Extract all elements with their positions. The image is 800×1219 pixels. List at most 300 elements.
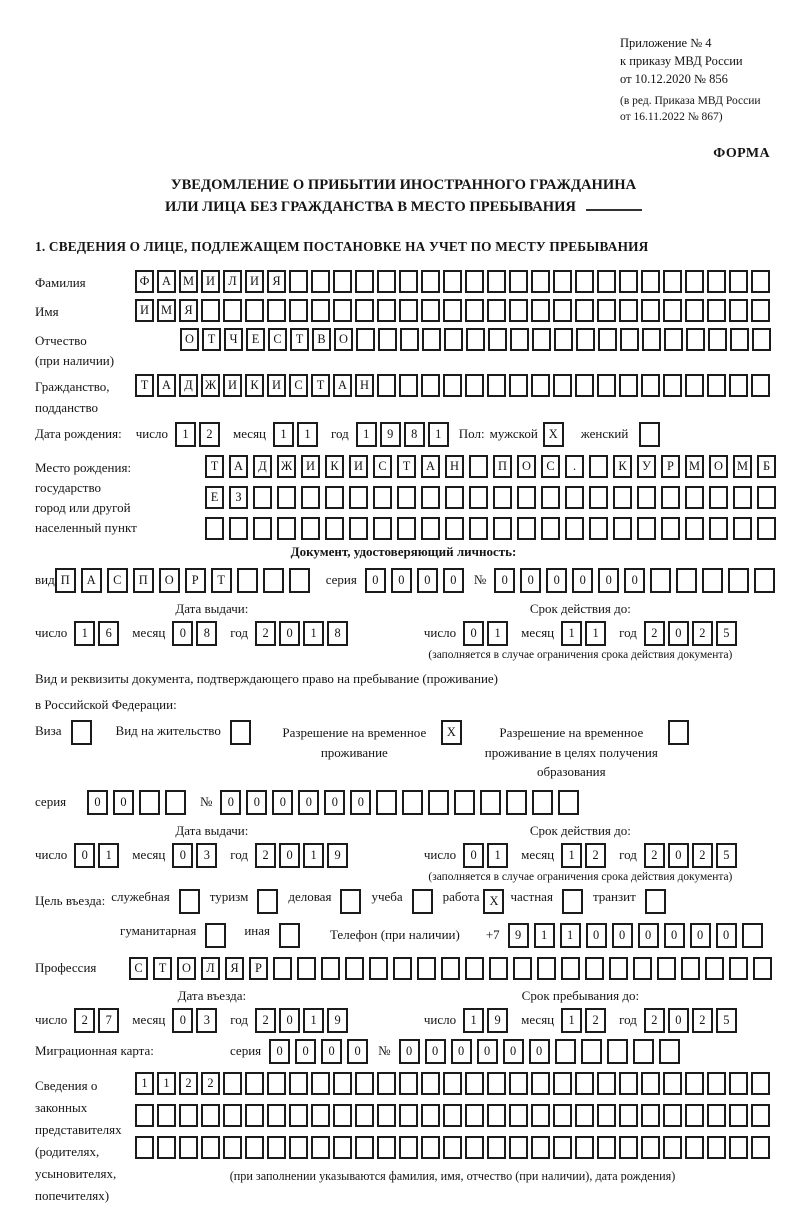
header-reference (620, 34, 772, 88)
char-box (705, 957, 724, 980)
birthplace-boxes-row3 (205, 517, 776, 540)
valid-month-boxes (561, 621, 606, 646)
char-box (575, 299, 594, 322)
migration-card-row (35, 1039, 772, 1064)
char-box (289, 1072, 308, 1095)
char-box (245, 1104, 264, 1127)
char-box (377, 270, 396, 293)
permit-valid-heading: Срок действия до: (529, 822, 631, 838)
purpose-label: Цель въезда: (35, 893, 106, 909)
phone-label: Телефон (при наличии) (329, 927, 460, 943)
section1-heading: 1. СВЕДЕНИЯ О ЛИЦЕ, ПОДЛЕЖАЩЕМ ПОСТАНОВКЕ НА УЧЕТ ПО МЕСТУ ПРЕБЫВАНИЯ (35, 238, 649, 254)
char-box: 2 (585, 1008, 606, 1033)
study-checkbox (412, 889, 433, 914)
char-box: 0 (664, 923, 685, 948)
migration-series-boxes (269, 1039, 368, 1064)
char-box (223, 1136, 242, 1159)
stay-until-heading: Срок пребывания до: (521, 987, 640, 1003)
char-box: 0 (716, 923, 737, 948)
phone-boxes (508, 923, 763, 948)
char-box (709, 486, 728, 509)
firstname-boxes (135, 299, 770, 322)
char-box: М (733, 455, 752, 478)
char-box (613, 517, 632, 540)
char-box (597, 270, 616, 293)
char-box (465, 299, 484, 322)
char-box (685, 1072, 704, 1095)
char-box (267, 299, 286, 322)
char-box (707, 1136, 726, 1159)
char-box: 9 (487, 1008, 508, 1033)
char-box: М (157, 299, 176, 322)
permit-series-boxes (87, 790, 186, 815)
char-box (469, 517, 488, 540)
char-box: 0 (172, 1008, 193, 1033)
char-box: Р (661, 455, 680, 478)
char-box (253, 517, 272, 540)
permit-issue-day-boxes (74, 843, 119, 868)
forma-label: ФОРМА (713, 145, 770, 161)
option-edu-permit: Разрешение на временное проживание в целях получения образования (484, 720, 689, 782)
char-box: 1 (74, 621, 95, 646)
char-box (205, 923, 226, 948)
char-box (753, 957, 772, 980)
valid-until-heading: Срок действия до: (529, 600, 631, 616)
char-box: 1 (561, 1008, 582, 1033)
char-box (465, 957, 484, 980)
char-box (676, 568, 697, 593)
permit-valid-month-boxes (561, 843, 606, 868)
sex-female-label: женский (580, 426, 629, 442)
char-box (489, 957, 508, 980)
char-box: 0 (298, 790, 319, 815)
char-box (733, 486, 752, 509)
char-box: X (543, 422, 564, 447)
char-box (641, 374, 660, 397)
char-box (685, 1104, 704, 1127)
char-box (417, 957, 436, 980)
permit-valid-year-boxes (644, 843, 737, 868)
char-box: Я (267, 270, 286, 293)
char-box (685, 270, 704, 293)
char-box: 0 (443, 568, 464, 593)
title-blank-line (586, 196, 642, 211)
char-box (686, 328, 705, 351)
char-box: О (180, 328, 199, 351)
option-visa: Виза (35, 720, 92, 745)
migration-number-boxes (399, 1039, 680, 1064)
char-box (355, 1104, 374, 1127)
char-box: И (135, 299, 154, 322)
char-box: X (441, 720, 462, 745)
entry-day-boxes (74, 1008, 119, 1033)
char-box (223, 1104, 242, 1127)
char-box (707, 299, 726, 322)
char-box (751, 1072, 770, 1095)
char-box (517, 486, 536, 509)
char-box (301, 486, 320, 509)
char-box: 8 (327, 621, 348, 646)
char-box (659, 1039, 680, 1064)
phone-prefix: +7 (485, 927, 500, 943)
header-ref-line: Приложение № 4 (620, 36, 712, 50)
birthplace-row (35, 455, 772, 540)
char-box (340, 889, 361, 914)
char-box: Т (202, 328, 221, 351)
business-trip-checkbox (179, 889, 200, 914)
char-box (633, 1039, 654, 1064)
firstname-label: Имя (35, 304, 59, 320)
char-box (581, 1039, 602, 1064)
char-box (707, 270, 726, 293)
char-box (345, 957, 364, 980)
char-box (465, 270, 484, 293)
char-box (325, 517, 344, 540)
char-box: 2 (692, 621, 713, 646)
char-box (565, 517, 584, 540)
citizenship-label: Гражданство, подданство (35, 379, 110, 415)
char-box (541, 517, 560, 540)
char-box (421, 1104, 440, 1127)
char-box: 2 (199, 422, 220, 447)
char-box (443, 270, 462, 293)
char-box (663, 374, 682, 397)
char-box: 3 (196, 1008, 217, 1033)
purpose-row2 (35, 923, 772, 948)
char-box: 0 (350, 790, 371, 815)
char-box: 5 (716, 621, 737, 646)
char-box (663, 1136, 682, 1159)
id-doc-heading: Документ, удостоверяющий личность: (290, 543, 517, 559)
id-doc-row (35, 568, 772, 593)
stay-month-boxes (561, 1008, 606, 1033)
char-box (428, 790, 449, 815)
char-box (619, 374, 638, 397)
char-box (165, 790, 186, 815)
char-box: 0 (529, 1039, 550, 1064)
char-box: 7 (98, 1008, 119, 1033)
permit-number-boxes (220, 790, 579, 815)
char-box (253, 486, 272, 509)
char-box (397, 486, 416, 509)
residence-intro-line1: Вид и реквизиты документа, подтверждающего право на пребывание (проживание) (35, 670, 499, 686)
private-checkbox (562, 889, 583, 914)
char-box (493, 517, 512, 540)
char-box: . (565, 455, 584, 478)
permit-valid-day-boxes (463, 843, 508, 868)
char-box (399, 1104, 418, 1127)
char-box (754, 568, 775, 593)
entry-year-boxes (255, 1008, 348, 1033)
char-box (663, 299, 682, 322)
char-box: 9 (327, 1008, 348, 1033)
char-box: Т (153, 957, 172, 980)
char-box: Ч (224, 328, 243, 351)
char-box (531, 270, 550, 293)
char-box: 6 (98, 621, 119, 646)
header-ref-line: к приказу МВД России (620, 54, 743, 69)
char-box (421, 486, 440, 509)
char-box: А (81, 568, 102, 593)
char-box: З (229, 486, 248, 509)
char-box: Ж (201, 374, 220, 397)
char-box (297, 957, 316, 980)
char-box (333, 270, 352, 293)
char-box (333, 1136, 352, 1159)
char-box (179, 1136, 198, 1159)
char-box (751, 299, 770, 322)
char-box (321, 957, 340, 980)
char-box (443, 1136, 462, 1159)
char-box: Т (311, 374, 330, 397)
char-box: 0 (295, 1039, 316, 1064)
permit-number-label: № (200, 794, 213, 810)
char-box: П (493, 455, 512, 478)
char-box: К (325, 455, 344, 478)
char-box: 1 (487, 621, 508, 646)
char-box (730, 328, 749, 351)
char-box (663, 1104, 682, 1127)
char-box (421, 517, 440, 540)
char-box (619, 1136, 638, 1159)
char-box: А (421, 455, 440, 478)
char-box (263, 568, 284, 593)
option-business: деловая (288, 889, 361, 914)
other-purpose-checkbox (279, 923, 300, 948)
char-box (752, 328, 771, 351)
char-box (355, 299, 374, 322)
char-box (445, 517, 464, 540)
char-box (412, 889, 433, 914)
char-box (757, 517, 776, 540)
char-box (707, 1072, 726, 1095)
char-box: 0 (546, 568, 567, 593)
char-box: И (223, 374, 242, 397)
char-box: 2 (644, 621, 665, 646)
entry-dates (35, 988, 772, 1033)
option-tourism: туризм (210, 889, 279, 914)
char-box (657, 957, 676, 980)
char-box: 0 (74, 843, 95, 868)
year-label: год (331, 426, 349, 442)
char-box: С (129, 957, 148, 980)
char-box: 0 (612, 923, 633, 948)
char-box (531, 1136, 550, 1159)
char-box (707, 374, 726, 397)
char-box (619, 1072, 638, 1095)
option-humanitarian: гуманитарная (120, 923, 226, 948)
char-box (311, 1072, 330, 1095)
char-box (585, 957, 604, 980)
char-box (685, 486, 704, 509)
char-box (223, 1072, 242, 1095)
char-box (399, 299, 418, 322)
char-box (575, 374, 594, 397)
id-doc-series-label: серия (325, 572, 357, 588)
char-box: 0 (365, 568, 386, 593)
id-doc-series-boxes (365, 568, 464, 593)
surname-boxes (135, 270, 770, 293)
char-box (349, 486, 368, 509)
profession-boxes (129, 957, 772, 980)
char-box (642, 328, 661, 351)
char-box (555, 1039, 576, 1064)
char-box: О (334, 328, 353, 351)
char-box (480, 790, 501, 815)
char-box (589, 455, 608, 478)
char-box (681, 957, 700, 980)
char-box (421, 374, 440, 397)
char-box (445, 486, 464, 509)
migration-number-label: № (378, 1043, 391, 1059)
char-box: 0 (520, 568, 541, 593)
char-box: 1 (157, 1072, 176, 1095)
id-doc-dates (35, 601, 772, 661)
birthplace-boxes-row1 (205, 455, 776, 478)
day-label: число (135, 426, 168, 442)
char-box: А (333, 374, 352, 397)
char-box (466, 328, 485, 351)
char-box: О (159, 568, 180, 593)
char-box: 0 (598, 568, 619, 593)
char-box: Н (445, 455, 464, 478)
char-box (402, 790, 423, 815)
birthdate-row (35, 422, 772, 447)
char-box (554, 328, 573, 351)
char-box: 1 (303, 843, 324, 868)
option-work: работа X (443, 889, 505, 914)
char-box: 0 (172, 843, 193, 868)
id-doc-number-boxes (494, 568, 775, 593)
char-box (513, 957, 532, 980)
char-box (733, 517, 752, 540)
char-box (179, 889, 200, 914)
representatives-boxes-row2 (135, 1104, 770, 1127)
char-box (356, 328, 375, 351)
char-box (509, 270, 528, 293)
char-box (531, 1104, 550, 1127)
char-box (553, 299, 572, 322)
char-box: 0 (638, 923, 659, 948)
char-box (509, 299, 528, 322)
char-box (399, 270, 418, 293)
char-box (289, 299, 308, 322)
char-box (223, 299, 242, 322)
char-box (333, 1104, 352, 1127)
representatives-row (35, 1072, 772, 1208)
char-box (487, 1136, 506, 1159)
char-box (575, 1136, 594, 1159)
char-box (641, 1104, 660, 1127)
char-box (289, 1136, 308, 1159)
char-box: 2 (692, 1008, 713, 1033)
edu-permit-checkbox (668, 720, 689, 745)
char-box: 0 (477, 1039, 498, 1064)
char-box (301, 517, 320, 540)
profession-label: Профессия (35, 960, 97, 976)
char-box: Н (355, 374, 374, 397)
char-box (589, 486, 608, 509)
char-box (493, 486, 512, 509)
migration-card-label: Миграционная карта: (35, 1043, 154, 1059)
residence-options-row (35, 720, 772, 782)
option-other: иная (244, 923, 300, 948)
residence-intro-line2: в Российской Федерации: (35, 697, 177, 713)
char-box (325, 486, 344, 509)
char-box (537, 957, 556, 980)
char-box: П (133, 568, 154, 593)
char-box: 0 (690, 923, 711, 948)
char-box (751, 1136, 770, 1159)
char-box (71, 720, 92, 745)
char-box (421, 1072, 440, 1095)
char-box (237, 568, 258, 593)
permit-valid-fields: число 0 1 месяц 1 2 год 2 0 2 5 (389, 843, 772, 868)
char-box (532, 790, 553, 815)
patronymic-label: Отчество (при наличии) (35, 333, 115, 369)
residence-permit-checkbox (230, 720, 251, 745)
char-box: К (613, 455, 632, 478)
char-box: 0 (586, 923, 607, 948)
char-box (751, 1104, 770, 1127)
option-business-trip: служебная (111, 889, 200, 914)
char-box: 0 (668, 843, 689, 868)
char-box (399, 374, 418, 397)
char-box: И (349, 455, 368, 478)
char-box: С (373, 455, 392, 478)
char-box (245, 1072, 264, 1095)
representatives-label: Сведения о законных представителях (родителях, усыновителях, попечителях) (35, 1077, 122, 1204)
char-box (245, 1136, 264, 1159)
char-box (509, 374, 528, 397)
char-box (641, 1136, 660, 1159)
char-box (553, 1136, 572, 1159)
char-box: 1 (273, 422, 294, 447)
char-box (400, 328, 419, 351)
char-box (257, 889, 278, 914)
tourism-checkbox (257, 889, 278, 914)
char-box: У (637, 455, 656, 478)
char-box: 1 (98, 843, 119, 868)
char-box: С (541, 455, 560, 478)
char-box (729, 1136, 748, 1159)
char-box (355, 270, 374, 293)
char-box: 3 (196, 843, 217, 868)
sex-male-checkbox (543, 422, 564, 447)
char-box (444, 328, 463, 351)
char-box (576, 328, 595, 351)
char-box: 9 (380, 422, 401, 447)
char-box: 8 (196, 621, 217, 646)
char-box (487, 1104, 506, 1127)
char-box: 0 (269, 1039, 290, 1064)
char-box (757, 486, 776, 509)
char-box (509, 1104, 528, 1127)
char-box (421, 270, 440, 293)
char-box (575, 1104, 594, 1127)
char-box (702, 568, 723, 593)
char-box (373, 517, 392, 540)
char-box: В (312, 328, 331, 351)
char-box (488, 328, 507, 351)
char-box: 1 (356, 422, 377, 447)
char-box (157, 1104, 176, 1127)
char-box: Е (246, 328, 265, 351)
char-box (487, 374, 506, 397)
char-box: 0 (624, 568, 645, 593)
char-box: С (107, 568, 128, 593)
char-box: 2 (585, 843, 606, 868)
